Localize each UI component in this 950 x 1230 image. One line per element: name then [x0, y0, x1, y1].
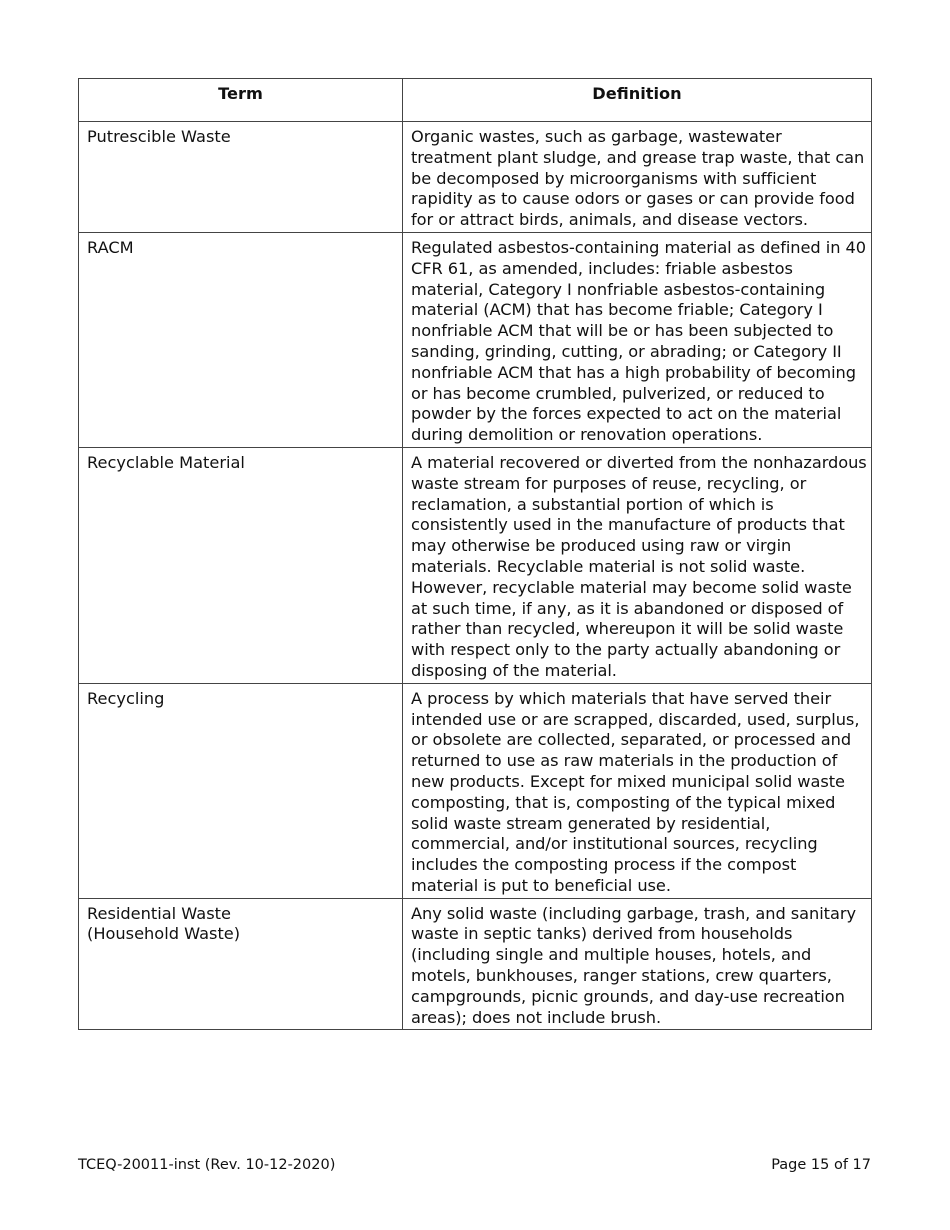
table-row: [79, 898, 872, 1030]
footer-form-id: TCEQ-20011-inst (Rev. 10-12-2020): [78, 1157, 336, 1173]
definitions-table: [78, 78, 872, 1030]
term-cell: Recycling: [79, 683, 403, 898]
term-cell: Putrescible Waste: [79, 122, 403, 233]
definition-cell: A material recovered or diverted from the nonhazardous waste stream for purposes of reuse, recycling, or reclamation, a substantial portion of which is consistently used in the manufacture of products that may otherwise be produced using raw or virgin materials. Recyclable material is not solid waste. However, recyclable material may become solid waste at such time, if any, as it is abandoned or disposed of rather than recycled, whereupon it will be solid waste with respect only to the party actually abandoning or disposing of the material.: [403, 447, 872, 683]
definition-column-header: Definition: [403, 79, 872, 122]
term-column-header: Term: [79, 79, 403, 122]
table-row: [79, 683, 872, 898]
table-row: [79, 122, 872, 233]
definition-cell: Organic wastes, such as garbage, wastewater treatment plant sludge, and grease trap waste, that can be decomposed by microorganisms with sufficient rapidity as to cause odors or gases or can provide food for or attract birds, animals, and disease vectors.: [403, 122, 872, 233]
table-row: [79, 447, 872, 683]
term-cell: RACM: [79, 232, 403, 447]
term-cell: Residential Waste (Household Waste): [79, 898, 403, 1030]
definition-cell: A process by which materials that have served their intended use or are scrapped, discarded, used, surplus, or obsolete are collected, separated, or processed and returned to use as raw materials in the production of new products. Except for mixed municipal solid waste composting, that is, composting of the typical mixed solid waste stream generated by residential, commercial, and/or institutional sources, recycling includes the composting process if the compost material is put to beneficial use.: [403, 683, 872, 898]
table-header-row: [79, 79, 872, 122]
table-row: [79, 232, 872, 447]
footer-page-number: Page 15 of 17: [771, 1157, 871, 1173]
term-cell: Recyclable Material: [79, 447, 403, 683]
definition-cell: Regulated asbestos-containing material as defined in 40 CFR 61, as amended, includes: friable asbestos material, Category I nonfriable asbestos-containing material (ACM) that has become friable; Category I nonfriable ACM that will be or has been subjected to sanding, grinding, cutting, or abrading; or Category II nonfriable ACM that has a high probability of becoming or has become crumbled, pulverized, or reduced to powder by the forces expected to act on the material during demolition or renovation operations.: [403, 232, 872, 447]
definition-cell: Any solid waste (including garbage, trash, and sanitary waste in septic tanks) derived from households (including single and multiple houses, hotels, and motels, bunkhouses, ranger stations, crew quarters, campgrounds, picnic grounds, and day-use recreation areas); does not include brush.: [403, 898, 872, 1030]
